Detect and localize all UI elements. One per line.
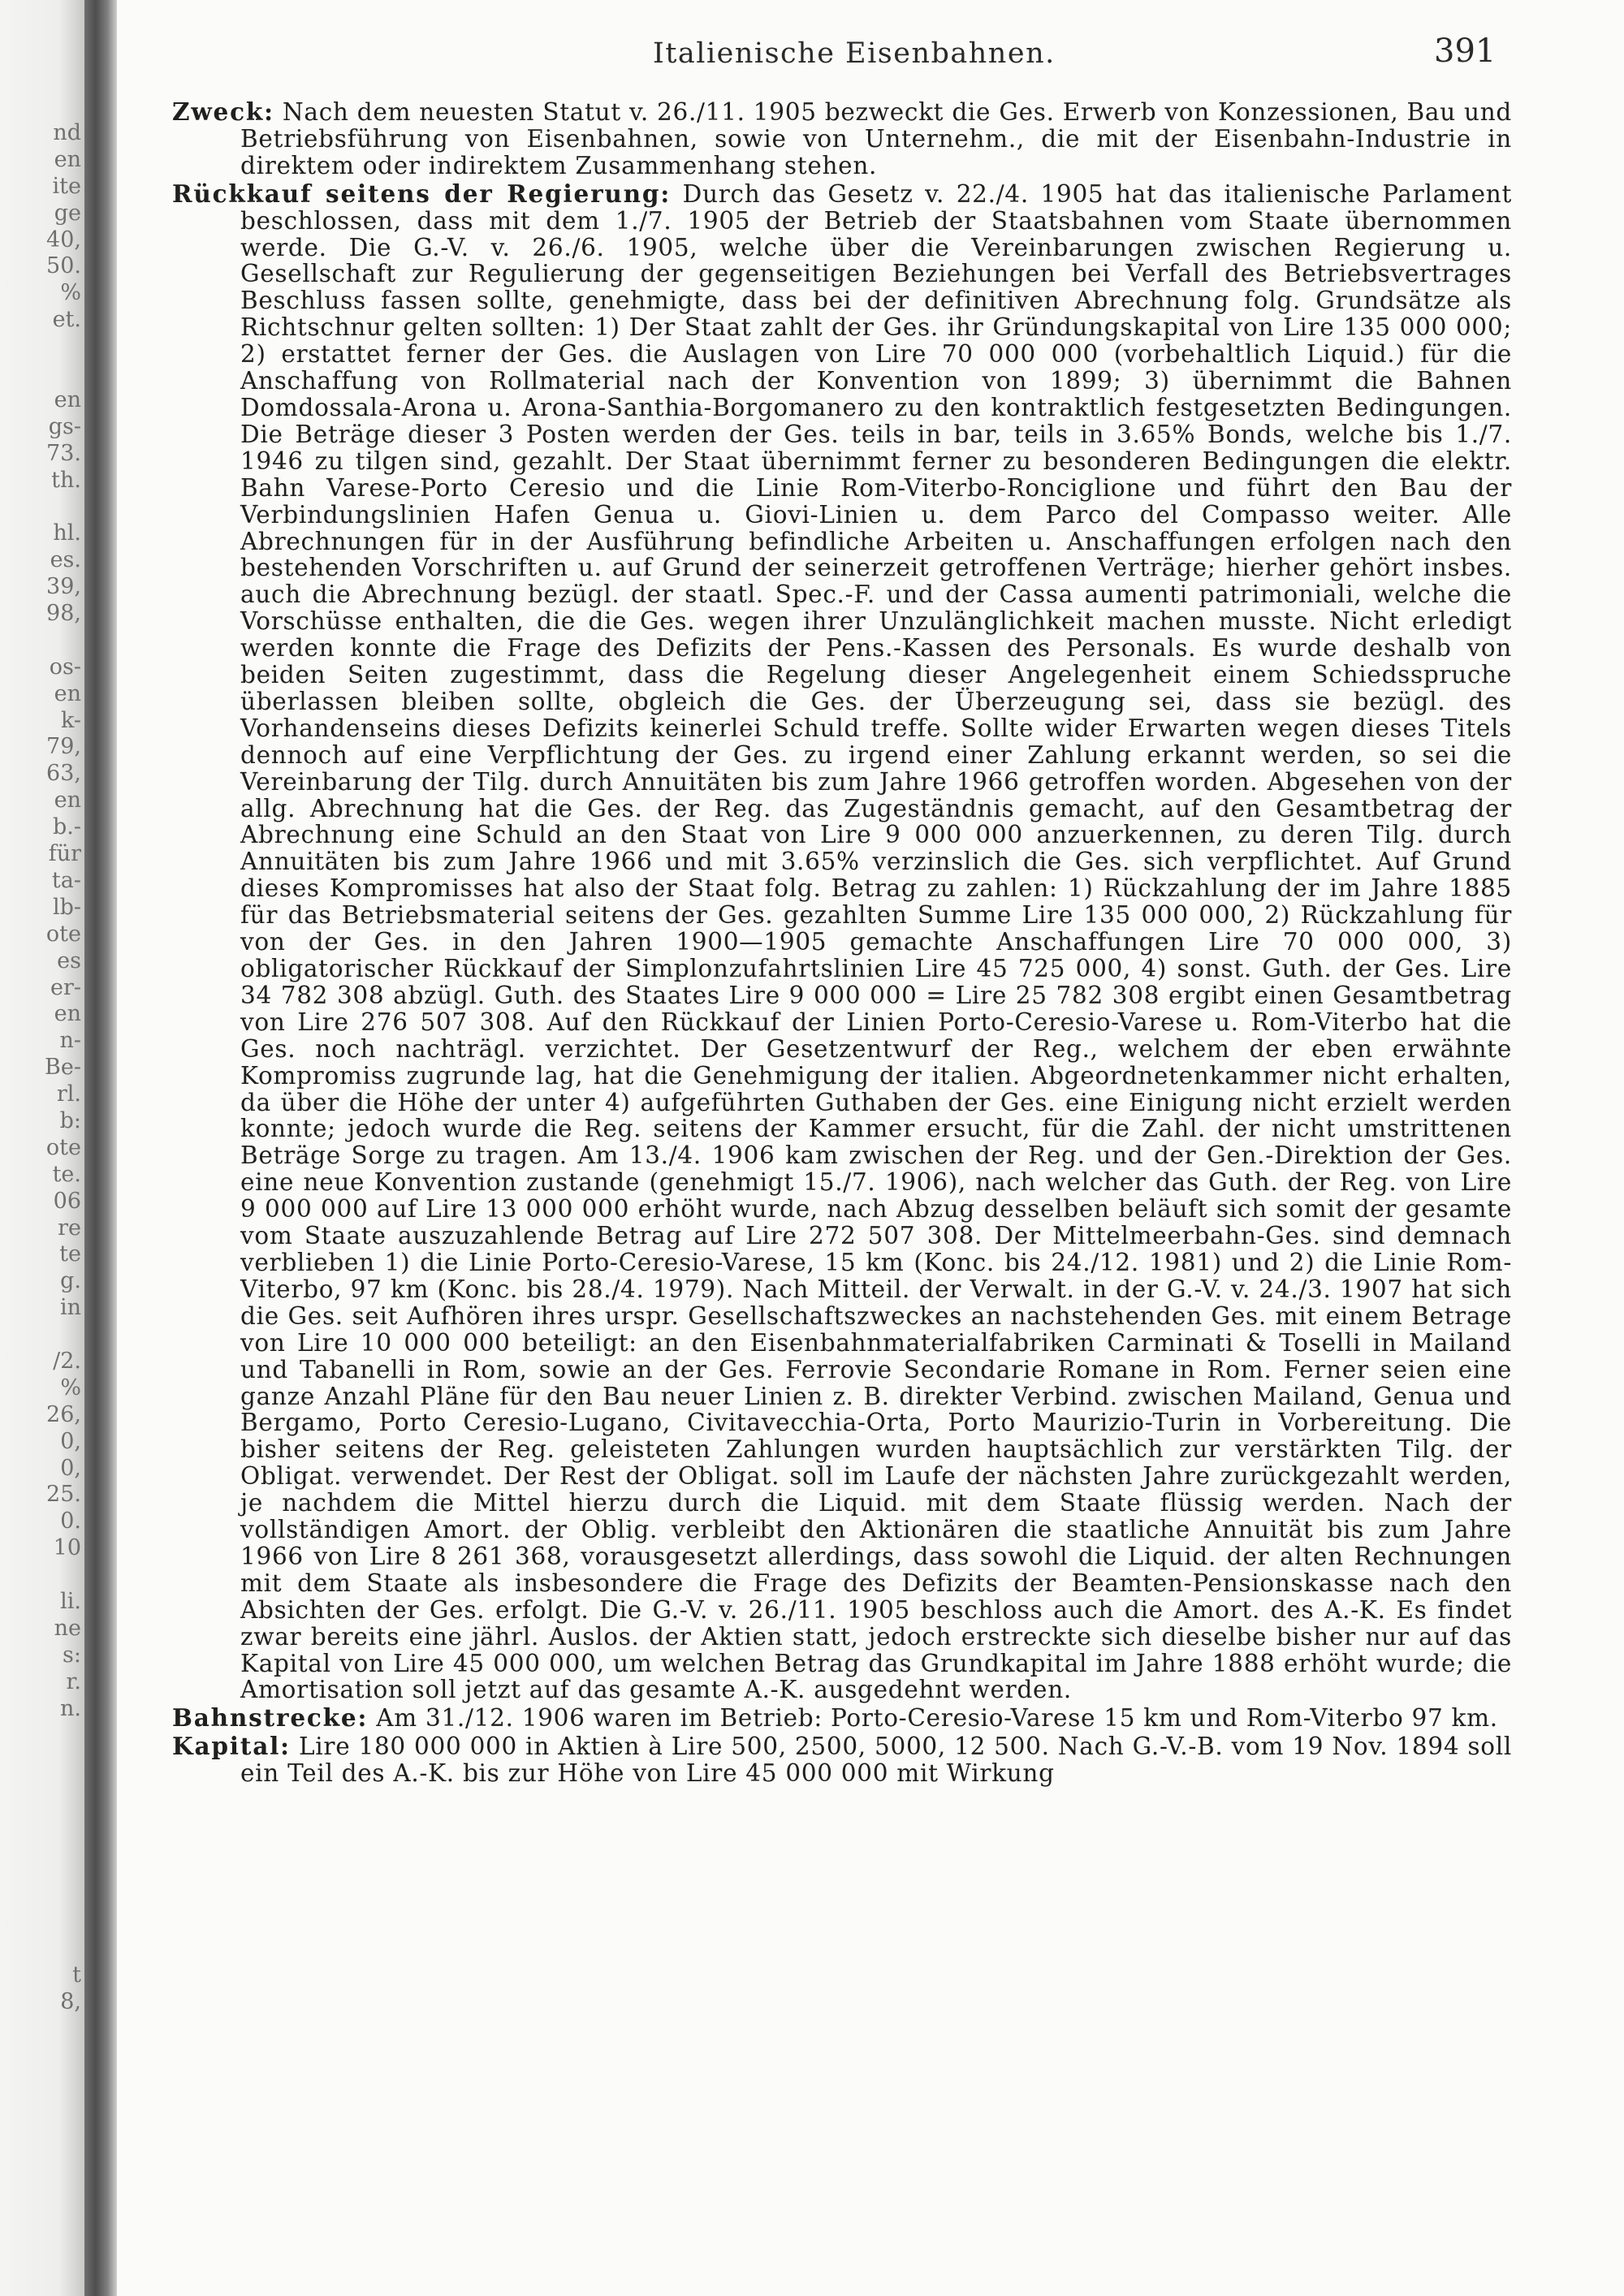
entry-text: Lire 180 000 000 in Aktien à Lire 500, 2500, 5000, 12 500. Nach G.-V.-B. vom 19 Nov. 1894 soll ein Teil des A.-K. bis zur Höhe von Lire 45 000 000 mit Wirkung <box>240 1733 1512 1788</box>
margin-fragment: ne <box>54 1615 81 1641</box>
margin-fragment: er- <box>50 974 81 1000</box>
margin-fragment: k- <box>60 707 81 733</box>
margin-fragment: nd <box>53 120 81 145</box>
margin-fragment <box>0 1856 81 1883</box>
margin-fragment: 10 <box>53 1535 81 1561</box>
margin-fragment <box>0 1722 81 1749</box>
previous-page-margin-text <box>0 120 81 2296</box>
margin-fragment: th. <box>51 467 81 493</box>
margin-fragment: 0, <box>60 1428 81 1454</box>
margin-fragment: % <box>60 280 81 306</box>
margin-fragment: ta- <box>51 867 81 893</box>
entry-text: Am 31./12. 1906 waren im Betrieb: Porto-Ceresio-Varese 15 km und Rom-Viterbo 97 km. <box>376 1704 1498 1733</box>
margin-fragment: n- <box>59 1028 81 1054</box>
page-body <box>172 99 1512 1789</box>
margin-fragment: es. <box>50 547 81 573</box>
margin-fragment <box>0 360 81 387</box>
margin-fragment <box>0 1562 81 1589</box>
margin-fragment: re <box>58 1215 81 1241</box>
margin-fragment: en <box>54 146 81 172</box>
margin-fragment <box>0 1936 81 1963</box>
margin-fragment: r. <box>66 1668 81 1694</box>
margin-fragment <box>0 1802 81 1829</box>
margin-fragment: 98, <box>46 601 81 627</box>
entry-text: Nach dem neuesten Statut v. 26./11. 1905 bezweckt die Ges. Erwerb von Konzessionen, Bau und Betriebsführung von Eisenbahnen, sowie von Unternehm., die mit der Eisenbahn-Industrie in direktem oder indirektem Zusammenhang stehen. <box>240 98 1512 179</box>
margin-fragment: et. <box>52 307 81 333</box>
margin-fragment: lb- <box>52 894 81 920</box>
margin-fragment: 73. <box>46 440 81 466</box>
margin-fragment: Be- <box>45 1055 81 1081</box>
margin-fragment <box>0 1883 81 1910</box>
margin-fragment: rl. <box>56 1081 81 1107</box>
margin-fragment <box>0 1322 81 1349</box>
margin-fragment: ote <box>45 921 81 947</box>
margin-fragment: 39, <box>46 574 81 600</box>
margin-fragment: b: <box>59 1107 81 1133</box>
margin-fragment: für <box>48 841 81 867</box>
margin-fragment: gs- <box>48 413 81 439</box>
margin-fragment: b.- <box>53 814 81 840</box>
margin-fragment: 63, <box>46 761 81 787</box>
margin-fragment <box>0 628 81 654</box>
margin-fragment: 0, <box>60 1455 81 1481</box>
margin-fragment: n. <box>60 1695 81 1721</box>
margin-fragment: s: <box>63 1642 81 1668</box>
entry-label: Bahnstrecke: <box>172 1703 369 1733</box>
margin-fragment <box>0 334 81 360</box>
entry-label: Kapital: <box>172 1732 291 1761</box>
entry-bahnstrecke <box>172 1705 1512 1732</box>
margin-fragment: en <box>54 788 81 814</box>
margin-fragment <box>0 1910 81 1936</box>
margin-fragment: ge <box>54 200 81 226</box>
entry-label: Rückkauf seitens der Regierung: <box>172 179 672 208</box>
margin-fragment <box>0 1776 81 1802</box>
margin-fragment: te <box>59 1241 81 1267</box>
page-number: 391 <box>1434 32 1497 70</box>
margin-fragment: en <box>54 680 81 706</box>
margin-fragment: li. <box>60 1588 81 1614</box>
entry-label: Zweck: <box>172 97 274 126</box>
margin-fragment: ote <box>45 1134 81 1160</box>
entry-zweck <box>172 99 1512 179</box>
margin-fragment: te. <box>52 1161 81 1187</box>
margin-fragment: 26, <box>46 1401 81 1427</box>
margin-fragment: en <box>54 1001 81 1027</box>
margin-fragment: % <box>60 1375 81 1400</box>
margin-fragment: 79, <box>46 734 81 760</box>
margin-fragment: t <box>72 1962 81 1988</box>
margin-fragment: 40, <box>46 227 81 252</box>
running-title: Italienische Eisenbahnen. <box>653 37 1056 70</box>
margin-fragment: es <box>57 947 81 973</box>
margin-fragment: 0. <box>60 1508 81 1534</box>
margin-fragment: /2. <box>53 1348 81 1374</box>
margin-fragment: 25. <box>46 1482 81 1508</box>
margin-fragment: g. <box>60 1268 81 1294</box>
margin-fragment: 50. <box>46 253 81 279</box>
margin-fragment <box>0 1829 81 1856</box>
entry-rueckkauf <box>172 181 1512 1704</box>
margin-fragment: in <box>59 1295 81 1321</box>
margin-fragment: ite <box>52 173 81 199</box>
margin-fragment: 06 <box>53 1188 81 1214</box>
entry-kapital <box>172 1733 1512 1787</box>
margin-fragment <box>0 1749 81 1776</box>
margin-fragment: 8, <box>60 1989 81 2015</box>
margin-fragment: en <box>54 386 81 412</box>
margin-fragment: hl. <box>53 520 81 546</box>
margin-fragment <box>0 494 81 520</box>
entry-text: Durch das Gesetz v. 22./4. 1905 hat das italienische Parlament beschlossen, dass mit dem 1./7. 1905 der Betrieb der Staatsbahnen vom Staate übernommen werde. Die G.-V. v. 26./6. 1905, welche über die Vereinbarungen zwischen Regierung u. Gesellschaft zur Regulierung der gegenseitigen Beziehungen bei Verfall des Betriebsvertrages Beschluss fassen sollte, genehmigte, dass bei der definitiven Abrechnung folg. Grundsätze als Richtschnur gelten sollten: 1) Der Staat zahlt der Ges. ihr Gründungskapital von Lire 135 000 000; 2) erstattet ferner der Ges. die Auslagen von Lire 70 000 000 (vorbehaltlich Liquid.) für die Anschaffung von Rollmaterial nach der Konvention von 1899; 3) übernimmt die Bahnen Domdossala-Arona u. Arona-Santhia-Borgomanero zu den kontraktlich festgesetzten Bedingungen. Die Beträge dieser 3 Posten werden der Ges. teils in bar, teils in 3.65% Bonds, welche bis 1./7. 1946 zu tilgen sind, gezahlt. Der Staat übernimmt ferner zu besonderen Bedingungen die elektr. Bahn Varese-Porto Ceresio und die Linie Rom-Viterbo-Ronciglione und führt den Bau der Verbindungslinien Hafen Genua u. Giovi-Linien u. dem Parco del Compasso weiter. Alle Abrechnungen für in der Ausführung befindliche Arbeiten u. Anschaffungen erfolgen nach den bestehenden Vorschriften u. auf Grund der seinerzeit getroffenen Verträge; hierher gehört insbes. auch die Abrechnung bezügl. der staatl. Spec.-F. und der Cassa aumenti patrimoniali, welche die Vorschüsse enthalten, die die Ges. wegen ihrer Unzulänglichkeit machen musste. Nicht erledigt werden konnte die Frage des Defizits der Pens.-Kassen des Personals. Es wurde deshalb von beiden Seiten zugestimmt, dass die Regelung dieser Angelegenheit einem Schiedsspruche überlassen bleiben sollte, obgleich die Ges. der Überzeugung sei, dass sie bezügl. des Vorhandenseins dieses Defizits keinerlei Schuld treffe. Sollte wider Erwarten wegen dieses Titels dennoch auf eine Verpflichtung der Ges. zu irgend einer Zahlung erkannt werden, so sei die Vereinbarung der Tilg. durch Annuitäten bis zum Jahre 1966 getroffen worden. Abgesehen von der allg. Abrechnung hat die Ges. der Reg. das Zugeständnis gemacht, auf den Gesamtbetrag der Abrechnung eine Schuld an den Staat von Lire 9 000 000 anzuerkennen, zu deren Tilg. durch Annuitäten bis zum Jahre 1966 und mit 3.65% verzinslich die Ges. sich verpflichtet. Auf Grund dieses Kompromisses hat also der Staat folg. Betrag zu zahlen: 1) Rückzahlung der im Jahre 1885 für das Betriebsmaterial seitens der Ges. gezahlten Summe Lire 135 000 000, 2) Rückzahlung für von der Ges. in den Jahren 1900—1905 gemachte Anschaffungen Lire 70 000 000, 3) obligatorischer Rückkauf der Simplonzufahrtslinien Lire 45 725 000, 4) sonst. Guth. der Ges. Lire 34 782 308 abzügl. Guth. des Staates Lire 9 000 000 = Lire 25 782 308 ergibt einen Gesamtbetrag von Lire 276 507 308. Auf den Rückkauf der Linien Porto-Ceresio-Varese u. Rom-Viterbo hat die Ges. noch nachträgl. verzichtet. Der Gesetzentwurf der Reg., welchem der eben erwähnte Kompromiss zugrunde lag, hat die Genehmigung der italien. Abgeordnetenkammer nicht erhalten, da über die Höhe der unter 4) aufgeführten Guthaben der Ges. eine Einigung nicht erzielt werden konnte; jedoch wurde die Reg. seitens der Kammer ersucht, für die Zahl. der nicht umstrittenen Beträge Sorge zu tragen. Am 13./4. 1906 kam zwischen der Reg. und der Gen.-Direktion der Ges. eine neue Konvention zustande (genehmigt 15./7. 1906), nach welcher das Guth. der Reg. von Lire 9 000 000 auf Lire 13 000 000 erhöht wurde, nach Abzug desselben beläuft sich somit der gesamte vom Staate auszuzahlende Betrag auf Lire 272 507 308. Der Mittelmeerbahn-Ges. sind demnach verblieben 1) die Linie Porto-Ceresio-Varese, 15 km (Konc. bis 24./12. 1981) und 2) die Linie Rom-Viterbo, 97 km (Konc. bis 28./4. 1979). Nach Mitteil. der Verwalt. in der G.-V. v. 24./3. 1907 hat sich die Ges. seit Aufhören ihres urspr. Gesellschaftszweckes an nachstehenden Ges. mit einem Betrage von Lire 10 000 000 beteiligt: an den Eisenbahnmaterialfabriken Carminati & Toselli in Mailand und Tabanelli in Rom, sowie an der Ges. Ferrovie Secondarie Romane in Rom. Ferner seien eine ganze Anzahl Pläne für den Bau neuer Linien z. B. direkter Verbind. zwischen Mailand, Genua und Bergamo, Porto Ceresio-Lugano, Civitavecchia-Orta, Porto Maurizio-Turin in Vorbereitung. Die bisher seitens der Reg. geleisteten Zahlungen wurden hauptsächlich zur verstärkten Tilg. der Obligat. verwendet. Der Rest der Obligat. soll im Laufe der nächsten Jahre zurückgezahlt werden, je nachdem die Mittel hierzu durch die Liquid. mit dem Staate flüssig werden. Nach der vollständigen Amort. der Oblig. verbleibt den Aktionären die staatliche Annuität bis zum Jahre 1966 von Lire 8 261 368, vorausgesetzt allerdings, dass sowohl die Liquid. der alten Rechnungen mit dem Staate als insbesondere die Frage des Defizits der Beamten-Pensionskasse nach den Absichten der Ges. erfolgt. Die G.-V. v. 26./11. 1905 beschloss auch die Amort. des A.-K. Es findet zwar bereits eine jährl. Auslos. der Aktien statt, jedoch erstreckte sich dieselbe bisher nur auf das Kapital von Lire 45 000 000, um welchen Betrag das Grundkapital im Jahre 1888 erhöht wurde; die Amortisation soll jetzt auf das gesamte A.-K. ausgedehnt werden. <box>240 179 1513 1704</box>
binding-gutter <box>84 0 117 2296</box>
margin-fragment: os- <box>49 654 81 680</box>
